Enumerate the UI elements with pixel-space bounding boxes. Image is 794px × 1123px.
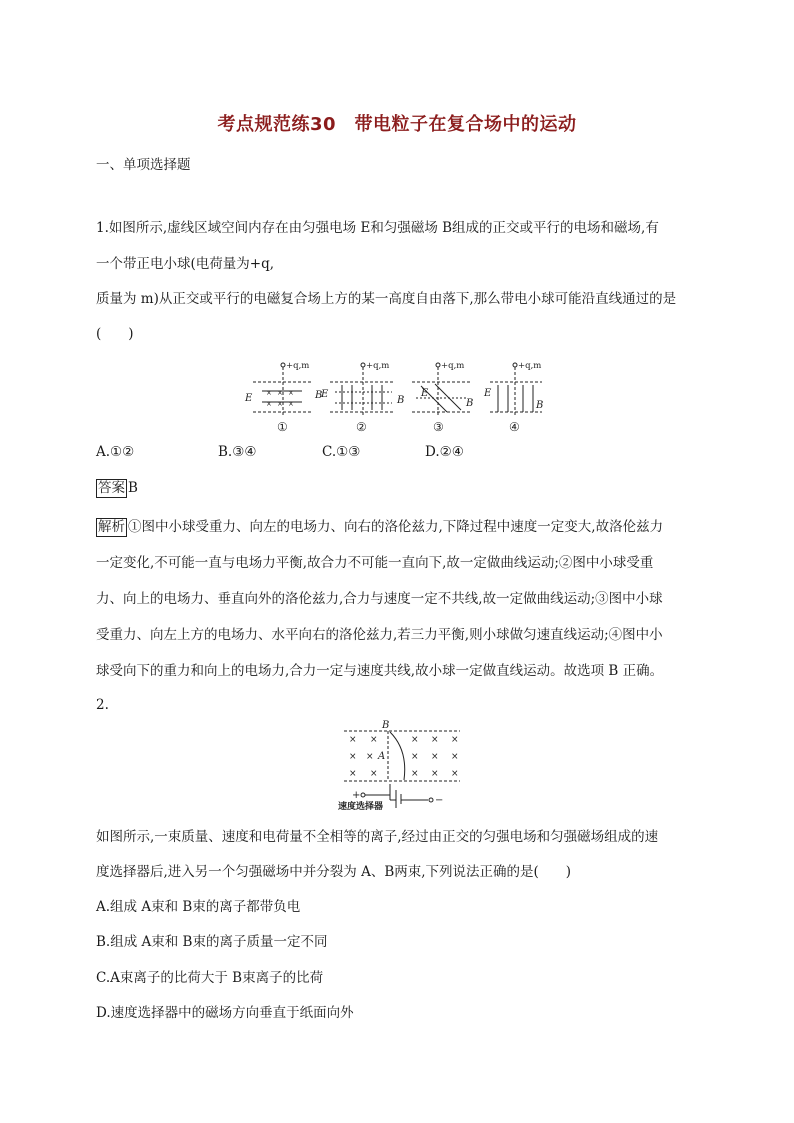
q1-label-B-2: B: [397, 395, 405, 406]
section-heading: 一、单项选择题: [96, 157, 191, 173]
q1-analysis-line-3: 力、向上的电场力、垂直向外的洛伦兹力,合力与速度一定不共线,故一定做曲线运动;③图中小球: [96, 591, 663, 607]
q1-cross-mark: ×: [266, 389, 272, 397]
q2-option-b: B.组成 A束和 B束的离子质量一定不同: [96, 934, 328, 950]
q1-cross-mark: ×: [288, 400, 294, 408]
q1-answer-blank: ( ): [96, 326, 134, 342]
q2-cross-mark: ×: [349, 752, 357, 762]
q2-option-a: A.组成 A束和 B束的离子都带负电: [96, 899, 301, 915]
q2-cross-mark: ×: [411, 735, 419, 745]
q2-cross-mark: ×: [431, 735, 439, 745]
q2-cross-mark: ×: [431, 769, 439, 779]
q1-panel-1-label: ①: [277, 420, 288, 434]
q1-stem-line3: 质量为 m)从正交或平行的电磁复合场上方的某一高度自由落下,那么带电小球可能沿直线通过的是: [96, 291, 677, 307]
q1-charge-label-2: +q,m: [366, 361, 390, 371]
q1-analysis-line-4: 受重力、向左上方的电场力、水平向右的洛伦兹力,若三力平衡,则小球做匀速直线运动;④图中小: [96, 627, 663, 643]
q2-cross-mark: ×: [349, 735, 357, 745]
q1-options: [96, 440, 698, 464]
q2-stem-line1: 如图所示,一束质量、速度和电荷量不全相等的离子,经过由正交的匀强电场和匀强磁场组成的速: [96, 829, 659, 845]
q1-panel-2-label: ②: [356, 420, 367, 434]
q1-answer-line: [96, 476, 698, 500]
q2-figure-caption: 速度选择器: [338, 802, 384, 810]
page-title: 考点规范练30 带电粒子在复合场中的运动: [217, 114, 577, 135]
answer-tag: 答案: [98, 480, 125, 496]
q1-stem-line2: 一个带正电小球(电荷量为+q,: [96, 256, 275, 272]
q2-option-c: C.A束离子的比荷大于 B束离子的比荷: [96, 970, 324, 986]
q1-cross-mark: ×: [288, 389, 294, 397]
q1-analysis: [96, 509, 698, 689]
q2-cross-mark: ×: [451, 752, 459, 762]
q1-figure: [240, 360, 560, 435]
q2-option-d: D.速度选择器中的磁场方向垂直于纸面向外: [96, 1005, 354, 1021]
q2-cross-mark: ×: [411, 769, 419, 779]
q1-label-E-4: E: [484, 388, 492, 399]
q1-cross-mark: ×: [277, 400, 283, 408]
q2-cross-mark: ×: [370, 769, 378, 779]
q1-analysis-line-1: 解析 ①图中小球受重力、向左的电场力、向右的洛伦兹力,下降过程中速度一定变大,故洛伦兹力: [98, 519, 664, 535]
q1-charge-label-1: +q,m: [286, 361, 310, 371]
q2-label-A: A: [378, 751, 386, 762]
q2-cross-mark: ×: [411, 752, 419, 762]
q1-label-E-1: E: [245, 393, 253, 404]
q1-analysis-line-2: 一定变化,不可能一直与电场力平衡,故合力不可能一直向下,故一定做曲线运动;②图中小球受重: [96, 555, 654, 571]
q1-cross-mark: ×: [277, 389, 283, 397]
q1-cross-mark: ×: [266, 400, 272, 408]
q1-label-B-3: B: [466, 398, 474, 409]
q2-cross-mark: ×: [431, 752, 439, 762]
q2-cross-mark: ×: [349, 769, 357, 779]
q1-label-B-1: B: [315, 390, 323, 401]
q1-answer-value: B: [128, 480, 138, 496]
q1-option-b: B.③④: [218, 444, 257, 460]
q2-minus-terminal: −: [435, 795, 444, 806]
q1-stem-line1: 1.如图所示,虚线区域空间内存在由匀强电场 E和匀强磁场 B组成的正交或平行的电场和磁场,有: [96, 220, 659, 236]
q1-panel-4-label: ④: [509, 420, 520, 434]
q2-figure: [330, 718, 470, 810]
q2-stem-line2: 度选择器后,进入另一个匀强磁场中并分裂为 A、B两束,下列说法正确的是( ): [96, 864, 572, 880]
q1-panel-3-label: ③: [433, 420, 444, 434]
q1-label-E-2: E: [321, 389, 329, 400]
q2-number: 2.: [96, 697, 109, 713]
q1-label-E-3: E: [421, 388, 429, 399]
q1-option-c: C.①③: [322, 444, 361, 460]
analysis-tag: 解析: [98, 519, 125, 535]
q1-option-a: A.①②: [96, 444, 135, 460]
q2-cross-mark: ×: [366, 752, 374, 762]
q2-cross-mark: ×: [451, 735, 459, 745]
q1-charge-label-3: +q,m: [441, 361, 465, 371]
q1-charge-label-4: +q,m: [518, 361, 542, 371]
q1-analysis-line-5: 球受向下的重力和向上的电场力,合力一定与速度共线,故小球一定做直线运动。故选项 B 正确。: [96, 663, 664, 679]
q1-label-B-4: B: [536, 400, 544, 411]
q1-option-d: D.②④: [425, 444, 464, 460]
q2-cross-mark: ×: [451, 769, 459, 779]
q2-plus-terminal: +: [352, 790, 361, 801]
q2-label-B: B: [382, 720, 390, 731]
q2-cross-mark: ×: [370, 735, 378, 745]
